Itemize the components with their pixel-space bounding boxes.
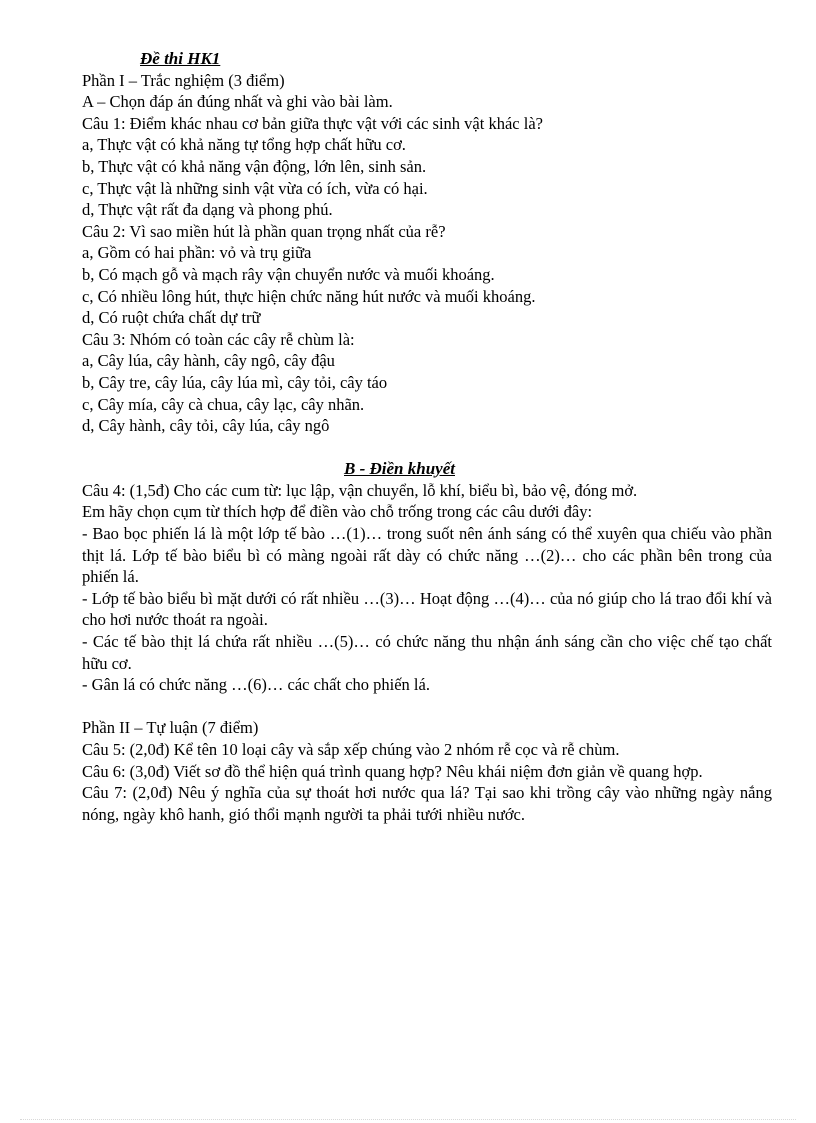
part1-heading: Phần I – Trắc nghiệm (3 điểm) [82,70,285,90]
fill-blank-item-2: - Lớp tế bào biểu bì mặt dưới có rất nhiều …(3)… Hoạt động …(4)… của nó giúp cho lá trao đổi khí và cho hơi nước thoát ra ngoài. [82,588,772,630]
q1-option-d: d, Thực vật rất đa dạng và phong phú. [82,200,333,220]
exam-title: Đề thi HK1 [140,49,221,68]
exam-page [82,48,772,825]
fill-blank-item-3: - Các tế bào thịt lá chứa rất nhiều …(5)… có chức năng thu nhận ánh sáng cần cho việc chế tạo chất hữu cơ. [82,632,772,673]
question-3: Câu 3: Nhóm có toàn các cây rễ chùm là: [82,329,355,349]
question-4-instruction: Em hãy chọn cụm từ thích hợp để điền vào chỗ trống trong các câu dưới đây: [82,502,593,522]
question-7: Câu 7: (2,0đ) Nêu ý nghĩa của sự thoát hơi nước qua lá? Tại sao khi trồng cây vào những ngày nắng nóng, ngày khô hanh, gió thổi mạnh người ta phải tưới nhiều nước. [82,783,772,824]
q3-option-b: b, Cây tre, cây lúa, cây lúa mì, cây tỏi, cây táo [82,372,388,392]
q2-option-c: c, Có nhiều lông hút, thực hiện chức năng hút nước và muối khoáng. [82,286,536,306]
section-a-instruction: A – Chọn đáp án đúng nhất và ghi vào bài làm. [82,92,393,112]
q3-option-a: a, Cây lúa, cây hành, cây ngô, cây đậu [82,351,335,371]
q2-option-d: d, Có ruột chứa chất dự trữ [82,308,261,328]
q1-option-b: b, Thực vật có khả năng vận động, lớn lên, sinh sản. [82,156,427,176]
part2-heading: Phần II – Tự luận (7 điểm) [82,718,259,738]
q3-option-c: c, Cây mía, cây cà chua, cây lạc, cây nhãn. [82,394,365,414]
question-2: Câu 2: Vì sao miền hút là phần quan trọng nhất của rễ? [82,221,446,241]
q2-option-b: b, Có mạch gỗ và mạch rây vận chuyển nước và muối khoáng. [82,264,495,284]
page-bottom-rule [20,1119,796,1120]
q1-option-a: a, Thực vật có khả năng tự tổng hợp chất hữu cơ. [82,135,406,155]
fill-blank-item-4: - Gân lá có chức năng …(6)… các chất cho phiến lá. [82,675,430,695]
question-5: Câu 5: (2,0đ) Kể tên 10 loại cây và sắp xếp chúng vào 2 nhóm rễ cọc và rễ chùm. [82,740,620,759]
question-1: Câu 1: Điểm khác nhau cơ bản giữa thực vật với các sinh vật khác là? [82,113,543,133]
section-b-heading: B - Điền khuyết [344,459,455,479]
q2-option-a: a, Gồm có hai phần: vỏ và trụ giữa [82,243,312,263]
question-6: Câu 6: (3,0đ) Viết sơ đồ thể hiện quá trình quang hợp? Nêu khái niệm đơn giản về quang hợp. [82,761,703,781]
q3-option-d: d, Cây hành, cây tỏi, cây lúa, cây ngô [82,416,330,436]
q1-option-c: c, Thực vật là những sinh vật vừa có ích, vừa có hại. [82,178,428,198]
fill-blank-item-1: - Bao bọc phiến lá là một lớp tế bào …(1)… trong suốt nên ánh sáng có thể xuyên qua chiếu vào phần thịt lá. Lớp tế bào biểu bì có màng ngoài rất dày có chức năng …(2)… cho các phần bên trong của phiến lá. [82,524,772,587]
question-4-prompt: Câu 4: (1,5đ) Cho các cum từ: lục lập, vận chuyển, lỗ khí, biểu bì, bảo vệ, đóng mở. [82,480,638,500]
